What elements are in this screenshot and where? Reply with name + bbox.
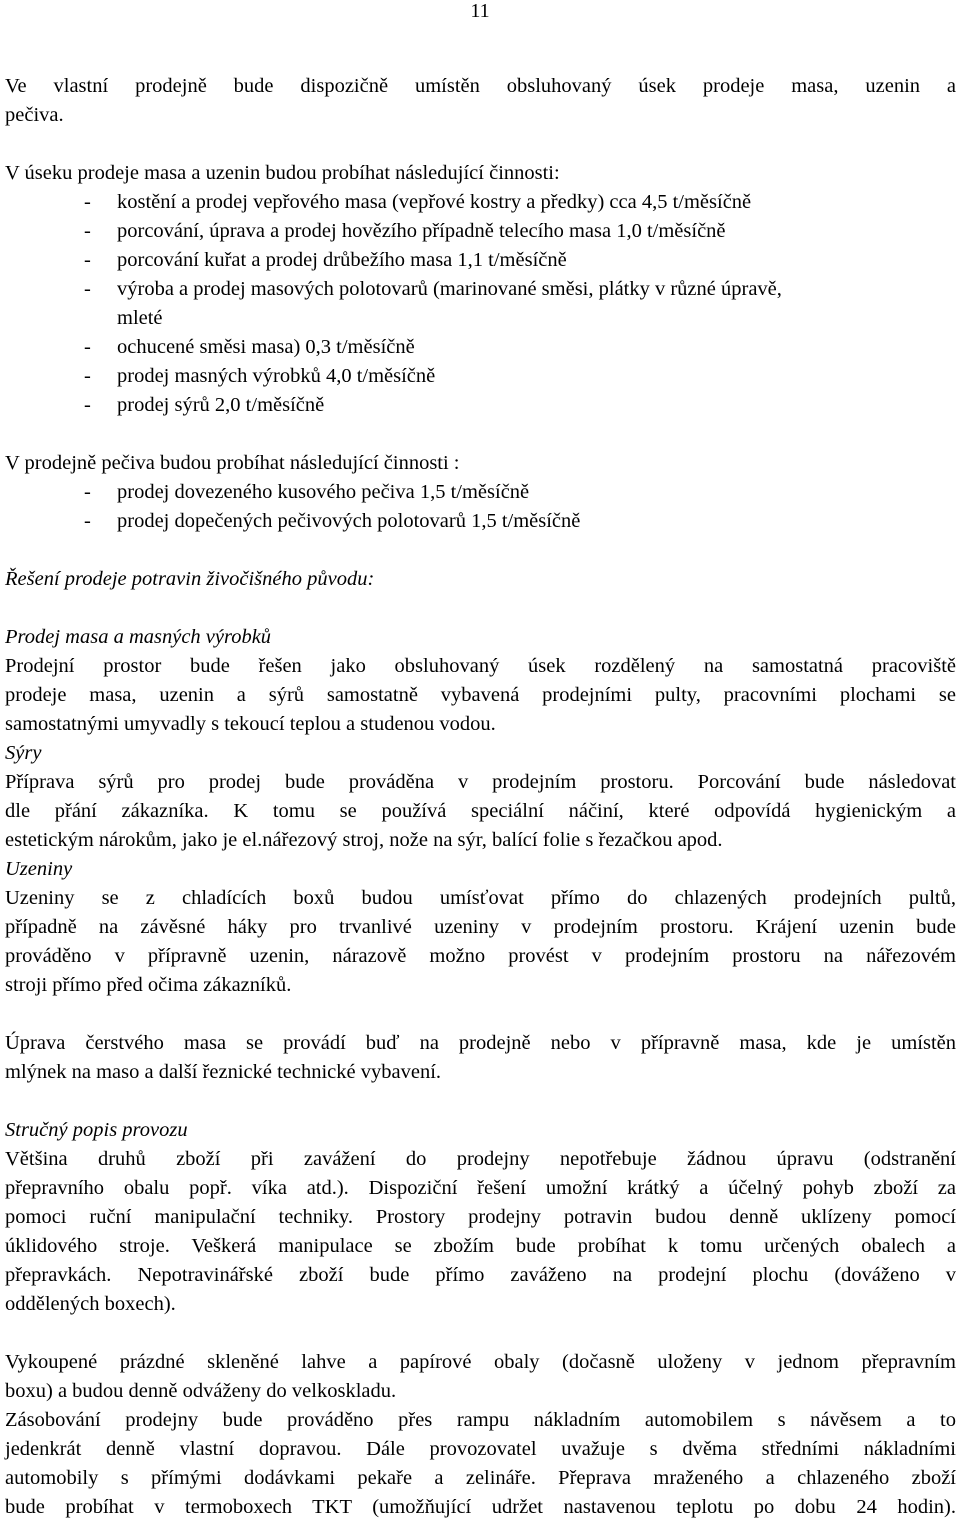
paragraph-line: přepravkách. Nepotravinářské zboží bude přímo zaváženo na prodejní plochu (dováženo v xyxy=(5,1264,956,1286)
list-item: - porcování, úprava a prodej hovězího případně telecího masa 1,0 t/měsíčně xyxy=(84,220,726,242)
paragraph-line: mlýnek na maso a další řeznické technické vybavení. xyxy=(5,1061,442,1083)
intro-line: pečiva. xyxy=(5,104,64,126)
paragraph-line: bude probíhat v termoboxech TKT (umožňující udržet nastavenou teplotu po dobu 24 hodin). xyxy=(5,1496,956,1518)
section-heading-solution: Řešení prodeje potravin živočišného původu: xyxy=(5,568,375,590)
list-item: - prodej sýrů 2,0 t/měsíčně xyxy=(84,394,325,416)
paragraph-line: stroji přímo před očima zákazníků. xyxy=(5,974,292,996)
heading-sausages: Uzeniny xyxy=(5,858,73,880)
heading-cheese: Sýry xyxy=(5,742,42,764)
meat-activities-list xyxy=(5,188,956,304)
bakery-activities-list xyxy=(5,478,956,536)
list-item: - ochucené směsi masa) 0,3 t/měsíčně xyxy=(84,336,415,358)
list-item: - prodej masných výrobků 4,0 t/měsíčně xyxy=(84,365,436,387)
list-item: - prodej dopečených pečivových polotovarů 1,5 t/měsíčně xyxy=(84,510,581,532)
paragraph-line: přepravního obalu popř. víka atd.). Dispoziční řešení umožní krátký a účelný pohyb zboží za xyxy=(5,1177,956,1199)
meat-activities-list-2 xyxy=(5,333,956,420)
paragraph-line: jedenkrát denně vlastní dopravou. Dále provozovatel uvažuje s dvěma středními nákladními xyxy=(5,1438,956,1460)
paragraph-line: oddělených boxech). xyxy=(5,1293,176,1315)
paragraph-line: prováděno v přípravně uzenin, nárazově možno provést v prodejním prostoru na nářezovém xyxy=(5,945,956,967)
paragraph-line: případně na závěsné háky pro trvanlivé uzeniny v prodejním prostoru. Krájení uzenin bude xyxy=(5,916,956,938)
paragraph-line: boxu) a budou denně odváženy do velkoskladu. xyxy=(5,1380,397,1402)
paragraph-line: Většina druhů zboží při zavážení do prodejny nepotřebuje žádnou úpravu (odstranění xyxy=(5,1148,956,1170)
paragraph-line: Příprava sýrů pro prodej bude prováděna v prodejním prostoru. Porcování bude následovat xyxy=(5,771,956,793)
page-number: 11 xyxy=(470,0,490,22)
paragraph-line: prodeje masa, uzenin a sýrů samostatně vybavená prodejními pulty, pracovními plochami se xyxy=(5,684,956,706)
paragraph-line: Zásobování prodejny bude prováděno přes rampu nákladním automobilem s návěsem a to xyxy=(5,1409,956,1431)
intro-line: Ve vlastní prodejně bude dispozičně umístěn obsluhovaný úsek prodeje masa, uzenin a xyxy=(5,75,956,97)
paragraph-line: Prodejní prostor bude řešen jako obsluhovaný úsek rozdělený na samostatná pracoviště xyxy=(5,655,956,677)
paragraph-line: Vykoupené prázdné skleněné lahve a papírové obaly (dočasně uloženy v jednom přepravním xyxy=(5,1351,956,1373)
bakery-section-lead: V prodejně pečiva budou probíhat následující činnosti : xyxy=(5,452,460,474)
paragraph-line: Úprava čerstvého masa se provádí buď na prodejně nebo v přípravně masa, kde je umístěn xyxy=(5,1032,956,1054)
paragraph-line: dle přání zákazníka. K tomu se používá speciální náčiní, které odpovídá hygienickým a xyxy=(5,800,956,822)
paragraph-line: Uzeniny se z chladících boxů budou umísťovat přímo do chlazených prodejních pultů, xyxy=(5,887,956,909)
meat-section-lead: V úseku prodeje masa a uzenin budou probíhat následující činnosti: xyxy=(5,162,560,184)
document-body xyxy=(5,72,956,1522)
paragraph-line: automobily s přímými dodávkami pekaře a zelináře. Přeprava mraženého a chlazeného zboží xyxy=(5,1467,956,1489)
paragraph-line: samostatnými umyvadly s tekoucí teplou a studenou vodou. xyxy=(5,713,496,735)
list-item: - porcování kuřat a prodej drůbežího masa 1,1 t/měsíčně xyxy=(84,249,567,271)
heading-meat-products: Prodej masa a masných výrobků xyxy=(5,626,272,648)
list-item: - prodej dovezeného kusového pečiva 1,5 t/měsíčně xyxy=(84,481,530,503)
paragraph-line: estetickým nárokům, jako je el.nářezový stroj, nože na sýr, balící folie s řezačkou apod. xyxy=(5,829,723,851)
heading-operation: Stručný popis provozu xyxy=(5,1119,188,1141)
paragraph-line: úklidového stroje. Veškerá manipulace se zbožím bude probíhat k tomu určených obalech a xyxy=(5,1235,956,1257)
list-item-continuation: mleté xyxy=(117,307,163,329)
paragraph-line: pomoci ruční manipulační techniky. Prostory prodejny potravin budou denně uklízeny pomocí xyxy=(5,1206,956,1228)
list-item: - kostění a prodej vepřového masa (vepřové kostry a předky) cca 4,5 t/měsíčně xyxy=(84,191,752,213)
list-item: - výroba a prodej masových polotovarů (marinované směsi, plátky v různé úpravě, xyxy=(84,278,782,300)
